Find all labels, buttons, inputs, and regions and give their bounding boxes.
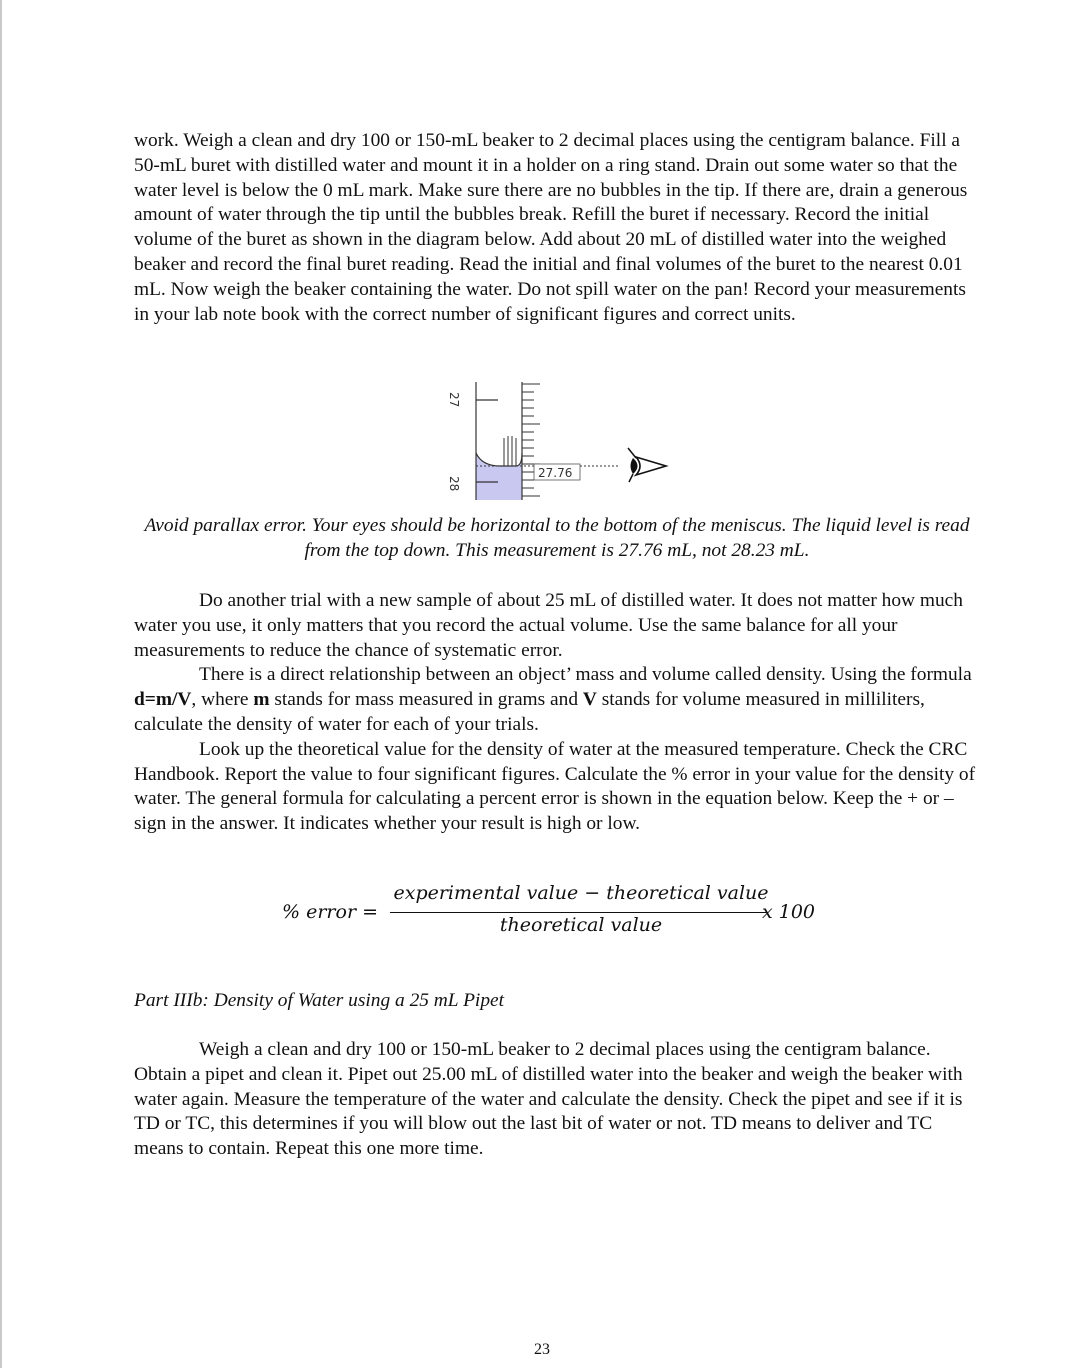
density-text-after: stands for volume measured in milliliters, calculate the density of water for each of your trials. — [134, 689, 925, 735]
formula-lhs: % error = — [282, 901, 378, 923]
pipet-paragraph: Weigh a clean and dry 100 or 150-mL beaker to 2 decimal places using the centigram balance. Obtain a pipet and clean it. Pipet out 25.00 mL of distilled water into the beaker and weigh the beaker with water again. Measure the temperature of the water and calculate the density. Check the pipet and see if it is TD or TC, this determines if you will blow out the last bit of water or not. TD means to deliver and TC means to contain. Repeat this one more time. — [134, 1039, 963, 1160]
trial-section — [134, 589, 980, 837]
buret-svg — [430, 378, 680, 518]
trial-paragraph: Do another trial with a new sample of about 25 mL of distilled water. It does not matter how much water you use, it only matters that you record the actual volume. Use the same balance for all your measurements to reduce the chance of systematic error. — [134, 590, 963, 661]
buret-fine-ticks — [504, 436, 516, 466]
figure-caption: Avoid parallax error. Your eyes should be horizontal to the bottom of the meniscus. The liquid level is read from the top down. This measurement is 27.76 mL, not 28.23 mL. — [144, 515, 970, 561]
eye-icon — [628, 448, 666, 482]
mass-symbol: m — [253, 689, 270, 711]
lookup-paragraph: Look up the theoretical value for the density of water at the measured temperature. Check the CRC Handbook. Report the value to four significant figures. Calculate the % error in your value for the density of water. The general formula for calculating a percent error is shown in the equation below. Keep the + or – sign in the answer. It indicates whether your result is high or low. — [134, 738, 976, 835]
part-iiib-heading: Part IIIb: Density of Water using a 25 mL Pipet — [134, 990, 505, 1011]
volume-symbol: V — [582, 689, 597, 711]
intro-paragraph: work. Weigh a clean and dry 100 or 150-mL beaker to 2 decimal places using the centigram balance. Fill a 50-mL buret with distilled water and mount it in a holder on a ring stand. Drain out some water so that the water level is below the 0 mL mark. Make sure there are no bubbles in the tip. If there are, drain a generous amount of water through the tip until the bubbles break. Refill the buret if necessary. Record the initial volume of the buret as shown in the diagram below. Add about 20 mL of distilled water into the weighed beaker and record the final buret reading. Read the initial and final volumes of the buret to the nearest 0.01 mL. Now weigh the beaker containing the water. Do not spill water on the pan! Record your measurements in your lab note book with the correct number of significant figures and correct units. — [134, 130, 968, 325]
density-text-mid1: , where — [191, 689, 254, 711]
density-text-mid2: stands for mass measured in grams and — [269, 689, 583, 711]
scale-label-bottom: 28 — [447, 476, 461, 492]
pipet-section — [134, 1038, 980, 1162]
reading-value: 27.76 — [538, 466, 573, 480]
formula-denominator: theoretical value — [499, 914, 663, 936]
formula-multiplier: x 100 — [762, 901, 816, 923]
density-paragraph — [134, 663, 980, 737]
intro-section — [134, 129, 980, 327]
buret-liquid — [476, 453, 522, 500]
density-formula-bold: d=m/V — [134, 689, 192, 711]
scale-label-top: 27 — [447, 392, 461, 408]
percent-error-formula — [282, 882, 842, 942]
formula-numerator: experimental value − theoretical value — [393, 882, 769, 904]
page-edge — [0, 0, 2, 1368]
page-number: 23 — [534, 1341, 550, 1358]
density-text-before: There is a direct relationship between an object’ mass and volume called density. Using the formula — [199, 664, 972, 686]
buret-diagram — [430, 378, 680, 518]
fraction-bar — [390, 912, 768, 913]
